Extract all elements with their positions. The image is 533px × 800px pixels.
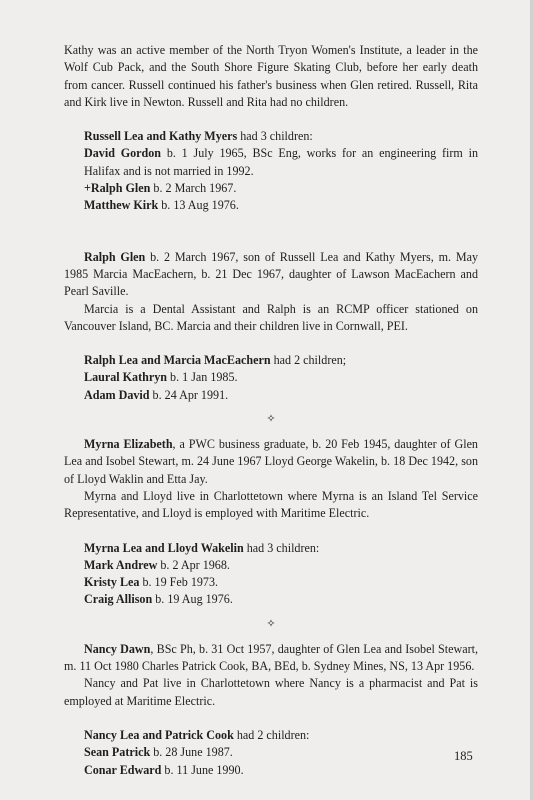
child-entry: Sean Patrick b. 28 June 1987. [84, 745, 233, 760]
child-entry: Adam David b. 24 Apr 1991. [84, 387, 229, 402]
myrna-bio: Myrna Elizabeth, a PWC business graduate, b. 20 Feb 1945, daughter of Glen Lea and Isobel Stewart, m. 24 June 1967 Lloyd George Wakelin, b. 18 Dec 1942, son of Lloyd Waklin and Etta Jay. [64, 437, 478, 486]
child-entry: +Ralph Glen b. 2 March 1967. [84, 181, 237, 196]
family-ralph-marcia [64, 352, 478, 404]
child-entry: Craig Allison b. 19 Aug 1976. [84, 592, 233, 607]
nancy-bio: Nancy Dawn, BSc Ph, b. 31 Oct 1957, daughter of Glen Lea and Isobel Stewart, m. 11 Oct 1980 Charles Patrick Cook, BA, BEd, b. Sydney Mines, NS, 13 Apr 1956. [64, 641, 479, 674]
page-number: 185 [454, 749, 473, 763]
text-column [64, 42, 478, 779]
family-nancy-patrick [64, 727, 478, 779]
child-entry: Conar Edward b. 11 June 1990. [84, 762, 244, 777]
child-entry: Mark Andrew b. 2 Apr 1968. [84, 557, 230, 572]
family-myrna-lloyd [64, 540, 478, 609]
family-russell-kathy [64, 128, 478, 214]
family-heading: Myrna Lea and Lloyd Wakelin had 3 children: [84, 540, 320, 555]
section-divider-icon: ✧ [266, 413, 276, 426]
family-heading: Nancy Lea and Patrick Cook had 2 children: [84, 727, 310, 742]
ralph-bio: Ralph Glen b. 2 March 1967, son of Russell Lea and Kathy Myers, m. May 1985 Marcia MacEachern, b. 21 Dec 1967, daughter of Lawson MacEachern and Pearl Saville. [64, 249, 478, 299]
ralph-note: Marcia is a Dental Assistant and Ralph is an RCMP officer stationed on Vancouver Island, BC. Marcia and their children live in Cornwall, PEI. [64, 301, 478, 333]
child-entry: Laural Kathryn b. 1 Jan 1985. [84, 370, 238, 385]
myrna-note: Myrna and Lloyd live in Charlottetown where Myrna is an Island Tel Service Representative, and Lloyd is employed with Maritime Electric. [64, 488, 478, 521]
child-entry: Kristy Lea b. 19 Feb 1973. [84, 575, 219, 590]
child-entry: David Gordon b. 1 July 1965, BSc Eng, works for an engineering firm in Halifax and is not married in 1992. [84, 146, 479, 178]
section-divider-icon: ✧ [266, 617, 276, 630]
family-heading: Ralph Lea and Marcia MacEachern had 2 children; [84, 353, 347, 368]
child-entry: Matthew Kirk b. 13 Aug 1976. [84, 198, 239, 213]
family-heading: Russell Lea and Kathy Myers had 3 children: [84, 129, 313, 144]
nancy-note: Nancy and Pat live in Charlottetown where Nancy is a pharmacist and Pat is employed at Maritime Electric. [64, 676, 478, 708]
parents-names: Russell Lea and Kathy Myers [84, 129, 238, 144]
intro-paragraph: Kathy was an active member of the North Tryon Women's Institute, a leader in the Wolf Cub Pack, and the South Shore Figure Skating Club, before her early death from cancer. Russell continued his father's business when Glen retired. Russell, Rita and Kirk live in Newton. Russell and Rita had no children. [64, 43, 478, 109]
